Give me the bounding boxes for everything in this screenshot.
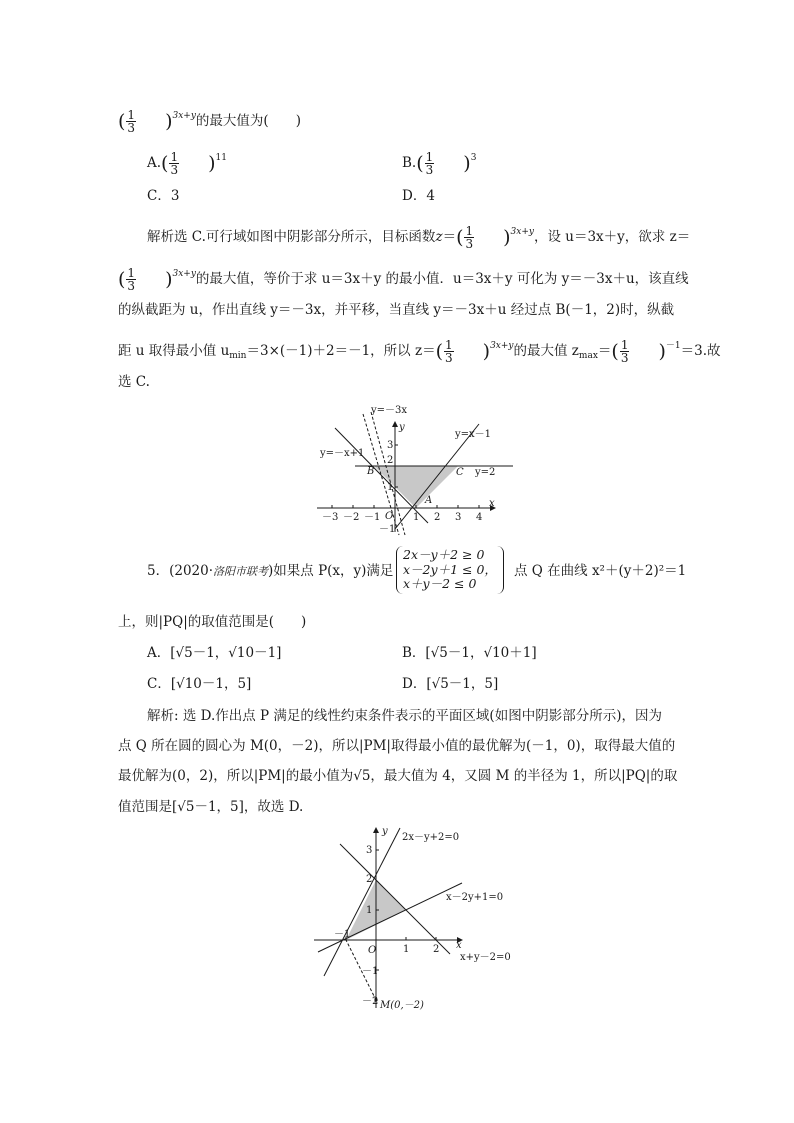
y-tick-label: 2: [366, 874, 373, 885]
x-tick-label: 2: [433, 944, 440, 955]
y-tick-label: 3: [387, 440, 394, 451]
point-b-label: B: [367, 466, 375, 477]
x-tick-label: 3: [455, 512, 462, 523]
q4-solution-line1: 解析选 C.可行域如图中阴影部分所示，目标函数z＝( $\frac{1}{3}$ )$^{3x+y}$，设 u＝3x＋y，欲求 z＝: [147, 224, 691, 251]
x-axis-label: x: [489, 498, 495, 509]
label-m: M(0,－2): [380, 1000, 424, 1011]
y-tick-label: －1: [362, 966, 379, 977]
y-axis-label: y: [399, 422, 405, 433]
figure-1-feasible-region: [315, 400, 535, 540]
point-a-label: A: [425, 495, 433, 506]
origin-label: O: [385, 511, 394, 522]
constraint-system: [396, 546, 504, 594]
origin-label: O: [368, 945, 377, 956]
label-y-neg-3x: y=－3x: [371, 405, 408, 416]
x-tick-label: 1: [413, 512, 420, 523]
q5-solution-line2: 点 Q 所在圆的圆心为 M(0，－2)，所以|PM|取得最小值的最优解为(－1，0)，取得最大值的: [118, 738, 676, 754]
x-tick-label: 2: [434, 512, 441, 523]
x-tick-label: －3: [322, 512, 339, 523]
q5-option-c: C．[√10－1，5]: [147, 676, 252, 692]
label-y-neg-x-1: y=－x+1: [320, 448, 365, 459]
q4-solution-line4: 距 u 取得最小值 $u_{min}=3\times(-1)+2=-1$，所以 z＝( $\frac{1}{3}$ )$^{3x+y}$的最大值 $z_{max}=$( $\frac{1}{3}$ )$^{-1}$＝3.故: [118, 338, 721, 365]
x-axis-label: x: [456, 940, 462, 951]
y-tick-label: 3: [366, 845, 373, 856]
y-axis-label: y: [382, 826, 388, 837]
q5-solution-line1: 解析: 选 D.作出点 P 满足的线性约束条件表示的平面区域(如图中阴影部分所示)，因为: [147, 708, 662, 724]
q5-option-a: A．[√5－1，√10－1]: [147, 645, 282, 661]
q4-option-d: D．4: [402, 188, 435, 204]
q4-solution-line5: 选 C.: [118, 374, 150, 390]
q5-solution-line3: 最优解为(0，2)，所以|PM|的最小值为√5，最大值为 4，又圆 M 的半径为 1，所以|PQ|的取: [118, 768, 678, 784]
label-2x-y-2: 2x－y+2=0: [402, 832, 460, 843]
q4-stem: ( $\frac{1}{3}$ )$^{3x+y}$的最大值为( ): [118, 108, 301, 135]
y-tick-label: 1: [387, 482, 394, 493]
q4-option-c: C．3: [147, 188, 180, 204]
y-tick-label: 2: [387, 455, 394, 466]
y-tick-label: 1: [366, 905, 373, 916]
q4-solution-line2: ( $\frac{1}{3}$ )$^{3x+y}$的最大值，等价于求 u＝3x＋y 的最小值．u＝3x＋y 可化为 y＝－3x＋u，该直线: [118, 266, 689, 293]
point-c-label: C: [456, 467, 464, 478]
label-x-2y-1: x－2y+1=0: [446, 892, 504, 903]
label-x-y-2: x+y－2=0: [460, 952, 511, 963]
constraint-2: x－2y＋1 ≤ 0，: [403, 561, 497, 577]
label-y-x-1: y=x－1: [455, 429, 492, 440]
y-tick-label: －2: [362, 996, 379, 1007]
q5-stem-line1: 5．(2020·洛阳市联考)如果点 P(x，y)满足: [147, 563, 394, 579]
q5-stem-tail: 点 Q 在曲线 x²＋(y＋2)²＝1: [514, 563, 687, 579]
constraint-1: 2x－y＋2 ≥ 0: [403, 547, 485, 562]
line-x-y-2: [340, 844, 450, 954]
q4-solution-line3: 的纵截距为 u，作出直线 y＝－3x，并平移，当直线 y＝－3x＋u 经过点 B(－1，2)时，纵截: [118, 302, 675, 318]
y-tick-label: －1: [379, 524, 396, 535]
q5-stem-line2: 上，则|PQ|的取值范围是( ): [118, 614, 307, 630]
q4-option-b: B.( $\frac{1}{3}$ )$^3$: [402, 150, 477, 177]
q5-option-d: D．[√5－1，5]: [402, 676, 499, 692]
q5-solution-line4: 值范围是[√5－1，5]，故选 D.: [118, 799, 304, 815]
source-tag: 洛阳市联考: [213, 565, 269, 578]
constraint-3: x＋y－2 ≤ 0: [403, 576, 477, 591]
x-tick-label: 1: [403, 944, 410, 955]
x-tick-label: －1: [334, 929, 351, 940]
x-tick-label: －1: [364, 512, 381, 523]
label-y-2: y=2: [475, 467, 496, 478]
q5-option-b: B．[√5－1，√10＋1]: [402, 645, 537, 661]
fraction: $\frac{1}{3}$: [127, 108, 136, 135]
x-tick-label: 4: [476, 512, 483, 523]
figure-2-feasible-region: [310, 822, 530, 1022]
q4-option-a: A.( $\frac{1}{3}$ )$^{11}$: [147, 150, 227, 177]
x-tick-label: －2: [343, 512, 360, 523]
